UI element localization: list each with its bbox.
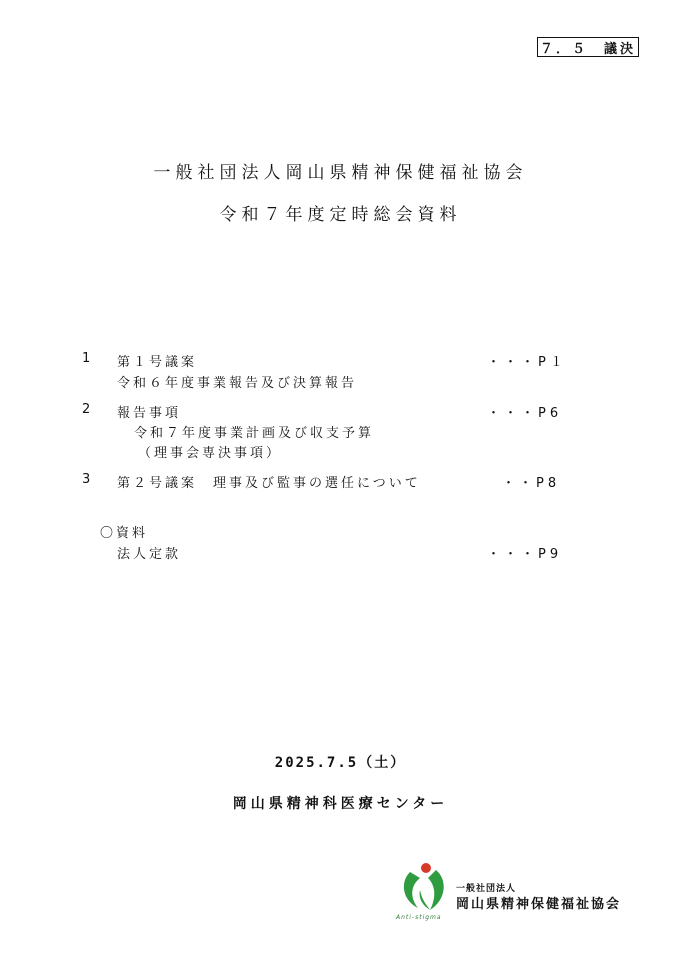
item-page-1: ・・・P１ <box>487 355 567 370</box>
item-label-2: 報告事項 <box>117 406 182 421</box>
item-label-3: 第２号議案 理事及び監事の選任について <box>117 476 421 491</box>
logo-tagline: Anti-stigma <box>396 914 442 921</box>
item-sub-2b: （理事会専決事項） <box>138 446 283 461</box>
item-page-3: ・・P8 <box>502 476 561 491</box>
item-number-1: 1 <box>82 351 91 366</box>
organization-title: 一般社団法人岡山県精神保健福祉協会 <box>153 163 528 183</box>
materials-item: 法人定款 <box>117 547 182 562</box>
materials-page: ・・・P9 <box>487 547 563 562</box>
green-figure-logo-icon <box>400 860 448 912</box>
logo-organization-name: 岡山県精神保健福祉協会 <box>456 897 622 912</box>
agenda-badge: ７．５ 議決 <box>537 37 639 57</box>
item-number-2: 2 <box>82 402 91 417</box>
materials-heading: 〇資料 <box>100 526 149 541</box>
logo-small-text: 一般社団法人 <box>456 884 517 894</box>
item-label-1: 第１号議案 <box>117 355 198 370</box>
item-sub-1: 令和６年度事業報告及び決算報告 <box>117 376 358 391</box>
item-number-3: 3 <box>82 472 91 487</box>
item-page-2: ・・・P6 <box>487 406 563 421</box>
meeting-venue: 岡山県精神科医療センター <box>232 796 449 812</box>
document-title: 令和７年度定時総会資料 <box>219 205 462 225</box>
item-sub-2: 令和７年度事業計画及び収支予算 <box>134 426 375 441</box>
meeting-date: 2025.7.5（土） <box>274 755 407 771</box>
